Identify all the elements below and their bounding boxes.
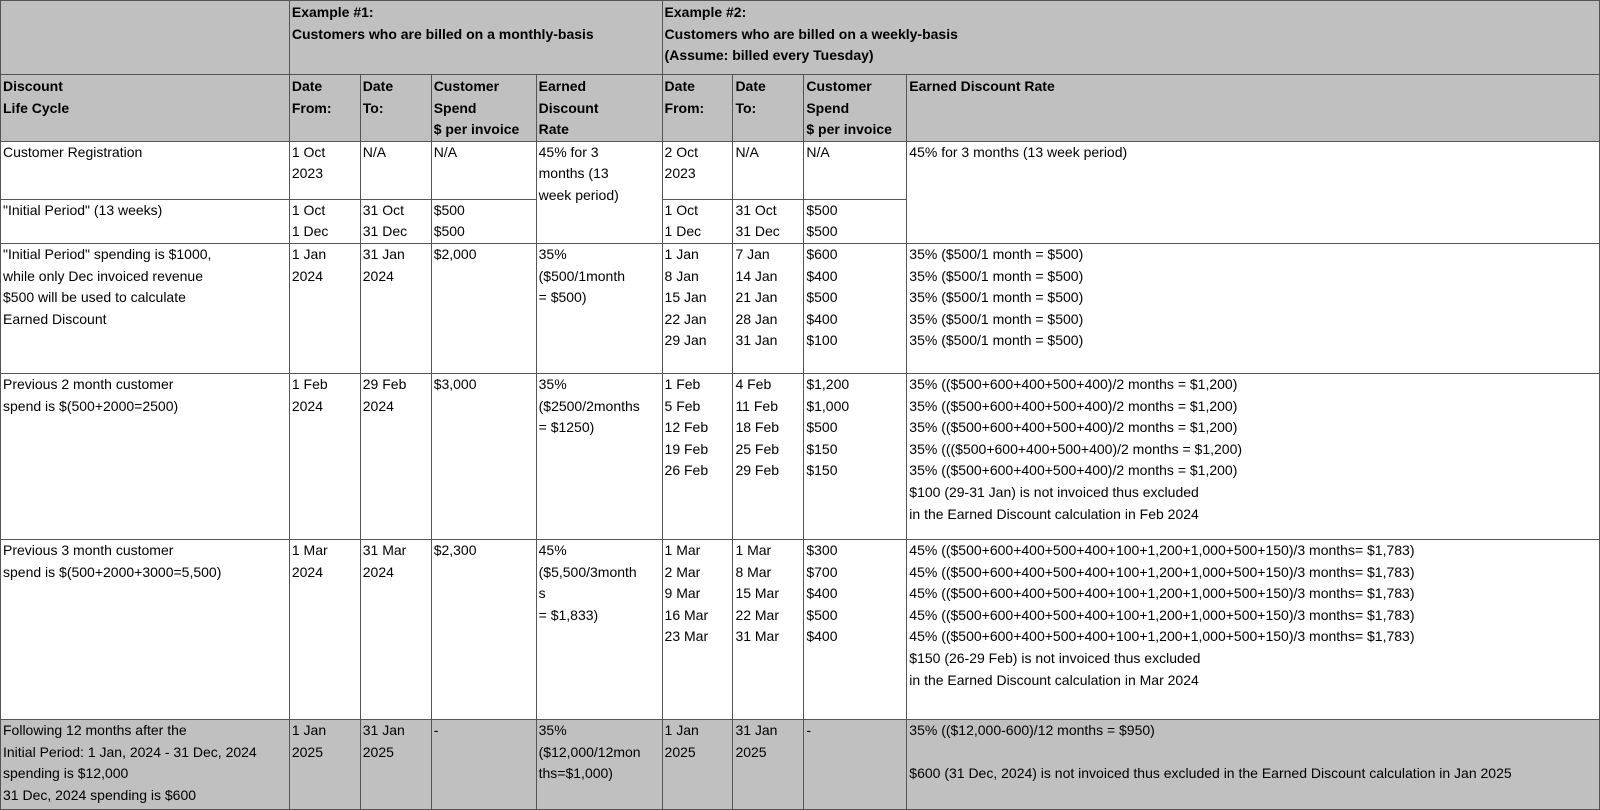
example1-title: Example #1:: [291, 4, 374, 20]
date-from-cell: 1 Oct 2023: [289, 141, 360, 199]
column-header-rate-2: Earned Discount Rate: [907, 75, 1600, 142]
rate-cell: 45% for 3 months (13 week period): [536, 141, 662, 243]
date-from-cell: 1 Jan 8 Jan 15 Jan 22 Jan 29 Jan: [662, 243, 733, 373]
rate-cell: 45% ($5,500/3month s = $1,833): [536, 539, 662, 719]
corner-header-cell: [1, 1, 290, 75]
column-header-date-from-2: Date From:: [662, 75, 733, 142]
column-header-lifecycle: Discount Life Cycle: [1, 75, 290, 142]
spend-cell: -: [804, 719, 907, 809]
date-from-cell: 1 Oct 1 Dec: [289, 199, 360, 243]
column-header-date-to-2: Date To:: [733, 75, 804, 142]
date-to-cell: 31 Oct 31 Dec: [733, 199, 804, 243]
spend-cell: $3,000: [431, 373, 536, 539]
date-from-cell: 1 Mar 2 Mar 9 Mar 16 Mar 23 Mar: [662, 539, 733, 719]
date-to-cell: 31 Jan 2024: [360, 243, 431, 373]
spend-cell: $500 $500: [804, 199, 907, 243]
column-header-rate: Earned Discount Rate: [536, 75, 662, 142]
lifecycle-cell: Following 12 months after the Initial Period: 1 Jan, 2024 - 31 Dec, 2024 spending is $12,000 31 Dec, 2024 spending is $600: [1, 719, 290, 809]
lifecycle-cell: Previous 3 month customer spend is $(500+2000+3000=5,500): [1, 539, 290, 719]
date-to-cell: N/A: [733, 141, 804, 199]
spend-cell: $500 $500: [431, 199, 536, 243]
date-from-cell: 2 Oct 2023: [662, 141, 733, 199]
example2-subtitle: Customers who are billed on a weekly-basis: [664, 25, 958, 42]
date-from-cell: 1 Jan 2024: [289, 243, 360, 373]
date-to-cell: 4 Feb 11 Feb 18 Feb 25 Feb 29 Feb: [733, 373, 804, 539]
spend-cell: $2,300: [431, 539, 536, 719]
rate-cell: 35% ($2500/2months = $1250): [536, 373, 662, 539]
spend-cell: $300 $700 $400 $500 $400: [804, 539, 907, 719]
lifecycle-cell: "Initial Period" spending is $1000, while only Dec invoiced revenue $500 will be used to calculate Earned Discount: [1, 243, 290, 373]
spend-cell: N/A: [804, 141, 907, 199]
rate-cell: 35% (($12,000-600)/12 months = $950) $600 (31 Dec, 2024) is not invoiced thus excluded in the Earned Discount calculation in Jan 2025: [907, 719, 1600, 809]
column-header-date-to: Date To:: [360, 75, 431, 142]
table-row: [1, 719, 1600, 809]
date-from-cell: 1 Jan 2025: [662, 719, 733, 809]
rate-cell: 35% (($500+600+400+500+400)/2 months = $1,200) 35% (($500+600+400+500+400)/2 months = $1,200) 35% (($500+600+400+500+400)/2 months = $1,200) 35% ((($500+600+400+500+400)/2 months = $1,200) 35% (($500+600+400+500+400)/2 months = $1,200) $100 (29-31 Jan) is not invoiced thus excluded in the Earned Discount calculation in Feb 2024: [907, 373, 1600, 539]
lifecycle-cell: Customer Registration: [1, 141, 290, 199]
rate-cell: 35% ($12,000/12mon ths=$1,000): [536, 719, 662, 809]
table-row: [1, 243, 1600, 373]
spend-cell: $2,000: [431, 243, 536, 373]
date-from-cell: 1 Jan 2025: [289, 719, 360, 809]
date-from-cell: 1 Feb 2024: [289, 373, 360, 539]
rate-cell: 35% ($500/1month = $500): [536, 243, 662, 373]
date-to-cell: 29 Feb 2024: [360, 373, 431, 539]
date-to-cell: 31 Oct 31 Dec: [360, 199, 431, 243]
rate-cell: 45% for 3 months (13 week period): [907, 141, 1600, 243]
spend-cell: -: [431, 719, 536, 809]
date-from-cell: 1 Mar 2024: [289, 539, 360, 719]
table-row: [1, 141, 1600, 199]
table-row: [1, 373, 1600, 539]
rate-cell: 45% (($500+600+400+500+400+100+1,200+1,000+500+150)/3 months= $1,783) 45% (($500+600+400+500+400+100+1,200+1,000+500+150)/3 months= $1,783) 45% (($500+600+400+500+400+100+1,200+1,000+500+150)/3 months= $1,783) 45% (($500+600+400+500+400+100+1,200+1,000+500+150)/3 months= $1,783) 45% (($500+600+400+500+400+100+1,200+1,000+500+150)/3 months= $1,783) $150 (26-29 Feb) is not invoiced thus excluded in the Earned Discount calculation in Mar 2024: [907, 539, 1600, 719]
lifecycle-cell: "Initial Period" (13 weeks): [1, 199, 290, 243]
example2-note: (Assume: billed every Tuesday): [664, 47, 874, 64]
date-to-cell: 31 Jan 2025: [733, 719, 804, 809]
spend-cell: N/A: [431, 141, 536, 199]
date-from-cell: 1 Feb 5 Feb 12 Feb 19 Feb 26 Feb: [662, 373, 733, 539]
column-header-spend-2: Customer Spend $ per invoice: [804, 75, 907, 142]
spend-cell: $600 $400 $500 $400 $100: [804, 243, 907, 373]
spend-cell: $1,200 $1,000 $500 $150 $150: [804, 373, 907, 539]
example1-subtitle: Customers who are billed on a monthly-basis: [291, 25, 594, 42]
rate-cell: 35% ($500/1 month = $500) 35% ($500/1 month = $500) 35% ($500/1 month = $500) 35% ($500/1 month = $500) 35% ($500/1 month = $500): [907, 243, 1600, 373]
example2-title: Example #2:: [664, 4, 747, 20]
example1-header: [289, 1, 662, 75]
example2-header: [662, 1, 1599, 75]
date-to-cell: 31 Mar 2024: [360, 539, 431, 719]
lifecycle-cell: Previous 2 month customer spend is $(500+2000=2500): [1, 373, 290, 539]
column-header-spend: Customer Spend $ per invoice: [431, 75, 536, 142]
date-to-cell: 7 Jan 14 Jan 21 Jan 28 Jan 31 Jan: [733, 243, 804, 373]
column-header-date-from: Date From:: [289, 75, 360, 142]
date-to-cell: N/A: [360, 141, 431, 199]
date-to-cell: 31 Jan 2025: [360, 719, 431, 809]
date-to-cell: 1 Mar 8 Mar 15 Mar 22 Mar 31 Mar: [733, 539, 804, 719]
date-from-cell: 1 Oct 1 Dec: [662, 199, 733, 243]
table-row: [1, 539, 1600, 719]
